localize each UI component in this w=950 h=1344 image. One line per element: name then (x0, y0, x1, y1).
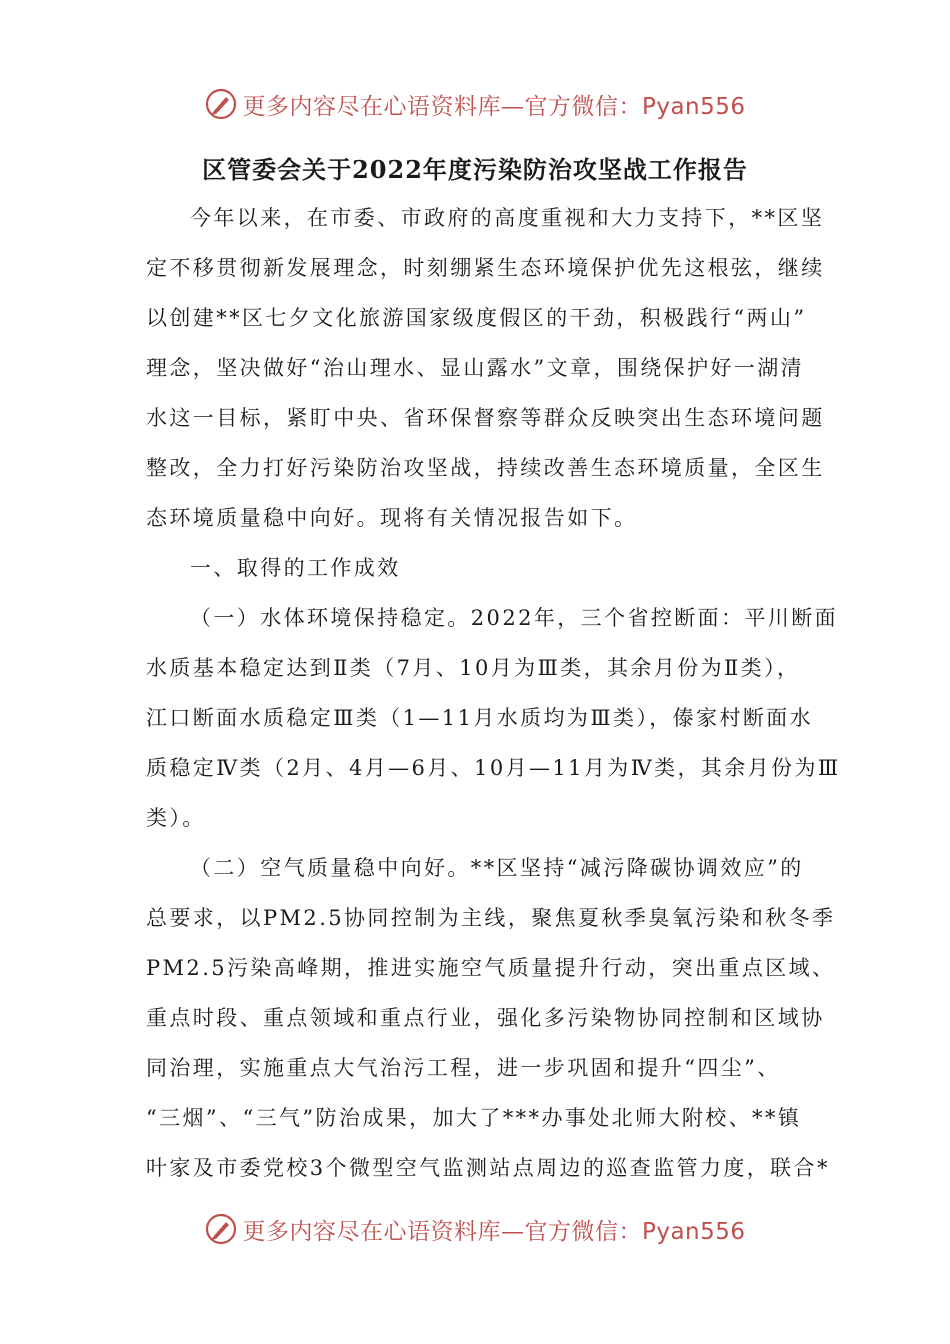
paragraph-line: （二）空气质量稳中向好。**区坚持“减污降碳协调效应”的 (190, 856, 804, 880)
paragraph-line: 重点时段、重点领域和重点行业，强化多污染物协同控制和区域协 (146, 1006, 825, 1030)
paragraph-line: 整改，全力打好污染防治攻坚战，持续改善生态环境质量，全区生 (146, 456, 825, 480)
paragraph-line: 叶家及市委党校3个微型空气监测站点周边的巡查监管力度，联合* (146, 1156, 830, 1180)
section-heading: 一、取得的工作成效 (190, 556, 401, 580)
paragraph-line: 总要求，以PM2.5协同控制为主线，聚焦夏秋季臭氧污染和秋冬季 (146, 906, 836, 930)
paragraph-line: 理念，坚决做好“治山理水、显山露水”文章，围绕保护好一湖清 (146, 356, 805, 380)
watermark-wechat-id: Pyan556 (641, 93, 746, 120)
paragraph-line: 质稳定Ⅳ类（2月、4月—6月、10月—11月为Ⅳ类，其余月份为Ⅲ (146, 756, 841, 780)
paragraph-line: （一）水体环境保持稳定。2022年，三个省控断面：平川断面 (190, 606, 839, 630)
paragraph-line: 定不移贯彻新发展理念，时刻绷紧生态环境保护优先这根弦，继续 (146, 256, 825, 280)
watermark-text (242, 88, 745, 121)
paragraph-line: 以创建**区七夕文化旅游国家级度假区的干劲，积极践行“两山” (146, 306, 807, 330)
paragraph-line: “三烟”、“三气”防治成果，加大了***办事处北师大附校、**镇 (146, 1106, 802, 1130)
paragraph-line: 态环境质量稳中向好。现将有关情况报告如下。 (146, 506, 638, 530)
watermark-wechat-id: Pyan556 (641, 1218, 746, 1245)
document-title: 区管委会关于2022年度污染防治攻坚战工作报告 (202, 155, 748, 184)
pen-logo-icon (204, 1212, 238, 1246)
watermark-banner-top (0, 84, 950, 124)
paragraph-line: 同治理，实施重点大气治污工程，进一步巩固和提升“四尘”、 (146, 1056, 781, 1080)
watermark-prefix: 更多内容尽在心语资料库—官方微信： (242, 93, 642, 120)
watermark-prefix: 更多内容尽在心语资料库—官方微信： (242, 1218, 642, 1245)
watermark-banner-bottom (0, 1209, 950, 1249)
watermark-text (242, 1213, 745, 1246)
paragraph-line: 类）。 (146, 806, 206, 830)
paragraph-line: PM2.5污染高峰期，推进实施空气质量提升行动，突出重点区域、 (146, 956, 836, 980)
paragraph-line: 水质基本稳定达到Ⅱ类（7月、10月为Ⅲ类，其余月份为Ⅱ类）， (146, 656, 801, 680)
paragraph-line: 江口断面水质稳定Ⅲ类（1—11月水质均为Ⅲ类），傣家村断面水 (146, 706, 814, 730)
paragraph-line: 水这一目标，紧盯中央、省环保督察等群众反映突出生态环境问题 (146, 406, 825, 430)
paragraph-line: 今年以来，在市委、市政府的高度重视和大力支持下，**区坚 (190, 206, 825, 230)
pen-logo-icon (204, 87, 238, 121)
